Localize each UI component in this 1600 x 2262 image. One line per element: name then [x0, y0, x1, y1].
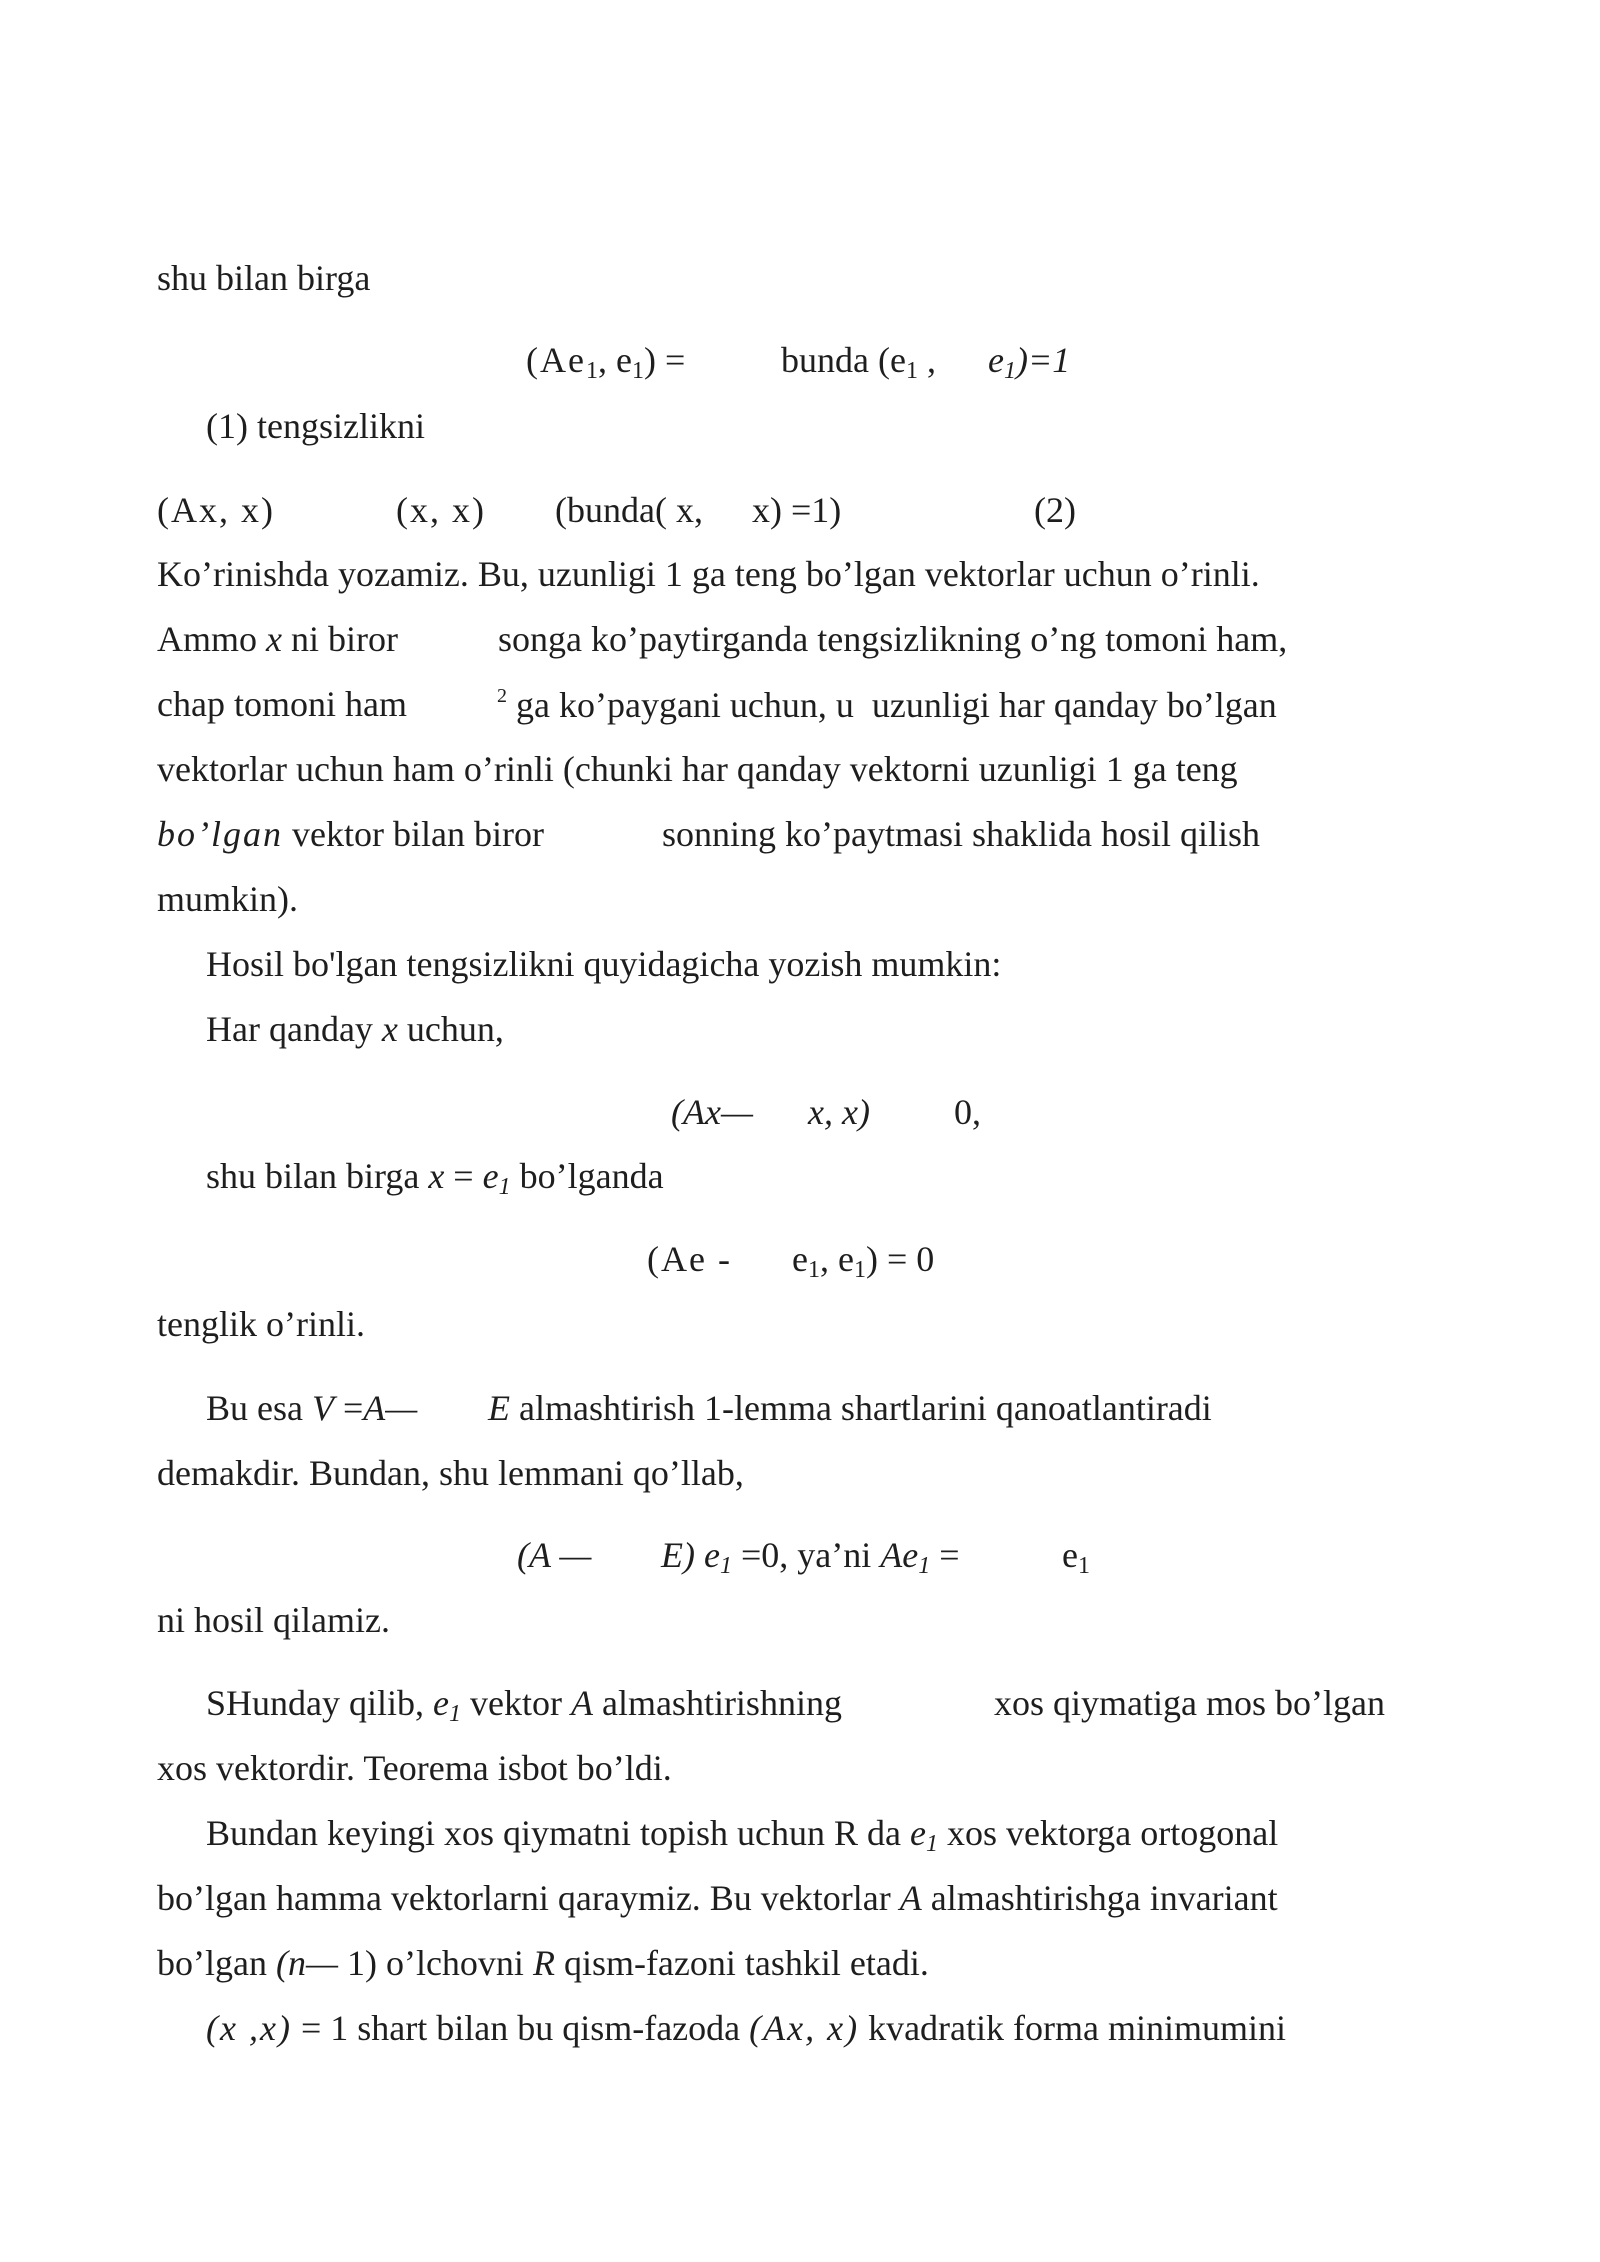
formula-result: $e_1$: [1062, 1535, 1090, 1579]
formula-equality: (Ae -: [647, 1239, 732, 1279]
text-line: (x ,x) = 1 shart bilan bu qism-fazoda (Ax, x) kvadratik forma minimumini: [206, 2008, 1286, 2048]
text-line: xos qiymatiga mos bo’lgan: [994, 1683, 1385, 1723]
text-line: mumkin).: [157, 879, 298, 919]
text-line: xos vektordir. Teorema isbot bo’ldi.: [157, 1748, 672, 1788]
equation-number: (2): [1034, 490, 1076, 530]
text-line: E almashtirish 1-lemma shartlarini qanoatlantiradi: [488, 1388, 1212, 1428]
formula-result: (A —: [517, 1535, 592, 1575]
formula-result: E) $e_1 =0$, ya’ni $Ae_1$ =: [661, 1535, 960, 1579]
text-line: (1) tengsizlikni: [206, 406, 425, 446]
formula-ax-x: (Ax, x): [157, 490, 275, 530]
formula-ae1-e1: ($Ae_1$, $e_1$) =: [526, 340, 686, 384]
text-line: shu bilan birga $x = e_1$ bo’lganda: [206, 1156, 664, 1200]
text-line: ni hosil qilamiz.: [157, 1600, 390, 1640]
text-line: tenglik o’rinli.: [157, 1304, 365, 1344]
formula-inequality: x, x): [808, 1092, 870, 1132]
formula-bunda-end: x) =1): [752, 490, 842, 530]
formula-condition-end: $e_1)=1$: [988, 340, 1071, 384]
formula-condition: bunda ($e_1$ ,: [781, 340, 936, 384]
text-line: bo’lgan (n— 1) o’lchovni R qism-fazoni tashkil etadi.: [157, 1943, 929, 1983]
text-line: shu bilan birga: [157, 258, 371, 298]
text-line: Ko’rinishda yozamiz. Bu, uzunligi 1 ga teng bo’lgan vektorlar uchun o’rinli.: [157, 554, 1260, 594]
text-line: Hosil bo'lgan tengsizlikni quyidagicha yozish mumkin:: [206, 944, 1002, 984]
text-line: bo’lgan vektor bilan biror: [157, 814, 544, 854]
text-line: SHunday qilib, $e_1$ vektor A almashtirishning: [206, 1683, 842, 1727]
text-line: Bundan keyingi xos qiymatni topish uchun R da $e_1$ xos vektorga ortogonal: [206, 1813, 1279, 1857]
formula-inequality: (Ax—: [671, 1092, 753, 1132]
text-line: $^2$ ga ko’paygani uchun, u uzunligi har qanday bo’lgan: [497, 685, 1277, 725]
text-line: Bu esa V =A—: [206, 1388, 418, 1428]
text-line: songa ko’paytirganda tengsizlikning o’ng tomoni ham,: [498, 619, 1288, 659]
formula-x-x: (x, x): [396, 490, 486, 530]
text-line: vektorlar uchun ham o’rinli (chunki har qanday vektorni uzunligi 1 ga teng: [157, 749, 1238, 789]
formula-inequality: 0,: [954, 1092, 981, 1132]
formula-equality: $e_1$, $e_1) = 0$: [792, 1239, 935, 1283]
text-line: chap tomoni ham: [157, 684, 407, 724]
text-line: demakdir. Bundan, shu lemmani qo’llab,: [157, 1453, 744, 1493]
text-line: sonning ko’paytmasi shaklida hosil qilish: [662, 814, 1260, 854]
text-line: bo’lgan hamma vektorlarni qaraymiz. Bu vektorlar A almashtirishga invariant: [157, 1878, 1278, 1918]
text-line: Ammo x ni biror: [157, 619, 398, 659]
formula-bunda: (bunda( x,: [555, 490, 703, 530]
text-line: Har qanday x uchun,: [206, 1009, 504, 1049]
